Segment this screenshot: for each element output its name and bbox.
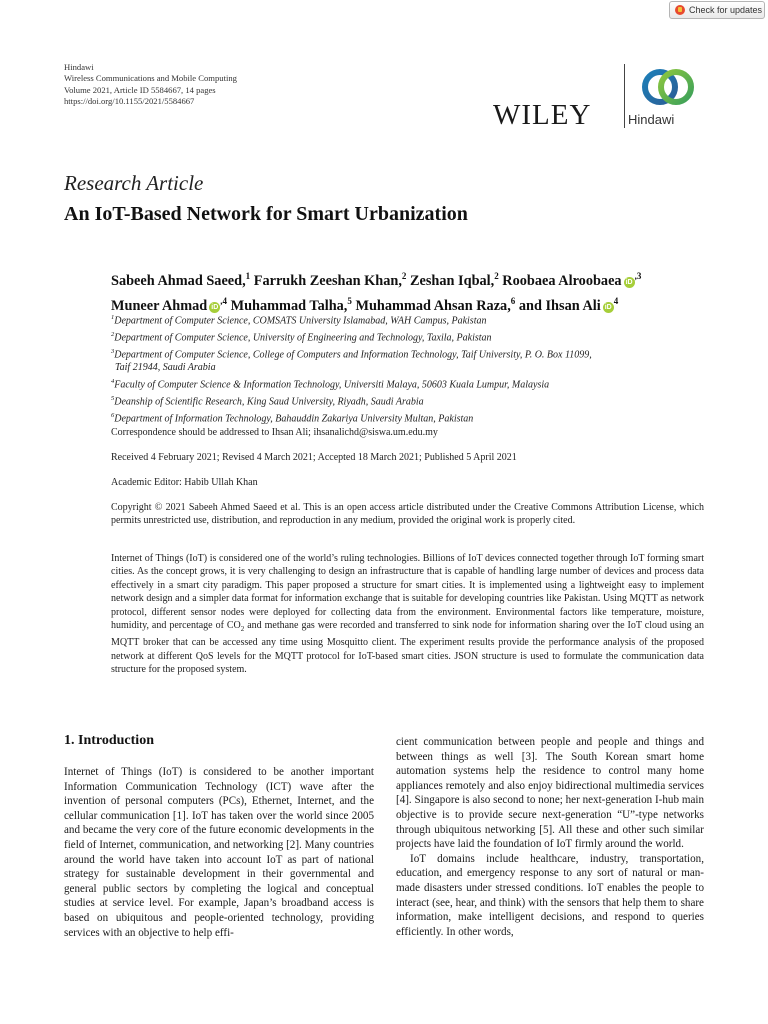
correspondence: Correspondence should be addressed to Ihsan Ali; ihsanalichd@siswa.um.edu.my bbox=[111, 427, 438, 438]
journal-name: Wireless Communications and Mobile Computing bbox=[64, 73, 237, 84]
author-name[interactable]: Roobaea Alroobaea bbox=[502, 272, 622, 289]
article-title: An IoT-Based Network for Smart Urbanization bbox=[64, 203, 468, 225]
author-name[interactable]: Muneer Ahmad bbox=[111, 297, 208, 314]
body-column-left bbox=[64, 765, 374, 940]
logo-divider bbox=[624, 64, 625, 128]
affiliation-item: $^2$Department of Computer Science, University of Engineering and Technology, Taxila, Pakistan bbox=[111, 330, 492, 344]
publisher-name: Hindawi bbox=[64, 62, 94, 72]
affiliation-item: $^3$Department of Computer Science, College of Computers and Information Technology, Taif University, P. O. Box 11099, bbox=[111, 347, 592, 360]
author-name[interactable]: and Ihsan Ali bbox=[518, 297, 601, 314]
author-line-1: Sabeeh Ahmad Saeed,$^1$ Farrukh Zeeshan Khan,$^2$ Zeshan Iqbal,$^2$ Roobaea Alroobaea $iD^{,3}$ bbox=[111, 271, 642, 289]
crossmark-icon bbox=[675, 5, 685, 15]
orcid-icon[interactable]: iD bbox=[604, 303, 612, 311]
affiliation-item: $^5$Deanship of Scientific Research, King Saud University, Riyadh, Saudi Arabia bbox=[111, 394, 424, 408]
affiliation-continuation: Taif 21944, Saudi Arabia bbox=[115, 362, 216, 374]
affiliations bbox=[111, 311, 592, 425]
author-list bbox=[111, 266, 641, 316]
doi-link[interactable]: https://doi.org/10.1155/2021/5584667 bbox=[64, 95, 195, 106]
paragraph: IoT domains include healthcare, industry, transportation, education, and emergency response to any sort of natural or man-made disasters under stressed conditions. IoT enables the people to interact (see, hear, and think) with the sensors that help them to share information, make intelligent decisions, and respond to queries efficiently. In other words, bbox=[396, 852, 704, 938]
author-name[interactable]: Muhammad Ahsan Raza, bbox=[355, 297, 511, 314]
copyright-notice: Copyright © 2021 Sabeeh Ahmed Saeed et al. This is an open access article distributed under the Creative Commons Attribution License, which permits unrestricted use, distribution, and reproduction in any medium, provided the original work is properly cited. bbox=[111, 502, 704, 527]
paragraph: Internet of Things (IoT) is considered to be another important Information Communication Technology (ICT) wave after the invention of personal computers (PCs), Ethernet, Internet, and the cellular communication [1]. IoT has taken over the world since 2005 and became the very core of the future economic developments in the field of Internet, communication, and networking [2]. Many countries around the world have taken into account IoT as part of national strategy for sustainable development in their governmental and general public sectors by completing the logical and conceptual studies at service level. For example, Japan’s broadband access is based on ubiquitous and people-oriented technology, providing services with an objective to help effi- bbox=[64, 766, 374, 939]
author-name[interactable]: Sabeeh Ahmad Saeed, bbox=[111, 272, 246, 289]
orcid-icon[interactable]: iD bbox=[211, 303, 219, 311]
hindawi-logo-icon bbox=[638, 64, 700, 110]
affiliation-item: $^6$Department of Information Technology, Bahauddin Zakariya University Multan, Pakistan bbox=[111, 411, 474, 424]
volume-info: Volume 2021, Article ID 5584667, 14 pages bbox=[64, 84, 216, 95]
author-line-2: Muneer Ahmad $iD^{,4}$ Muhammad Talha,$^5$ Muhammad Ahsan Raza,$^6$ and Ihsan Ali $iD^4$ bbox=[111, 295, 619, 314]
affiliation-item: $^1$Department of Computer Science, COMSATS University Islamabad, WAH Campus, Pakistan bbox=[111, 314, 487, 327]
affiliation-item: $^4$Faculty of Computer Science & Information Technology, Universiti Malaya, 50603 Kuala Lumpur, Malaysia bbox=[111, 377, 550, 391]
section-heading-introduction: 1. Introduction bbox=[64, 733, 154, 748]
orcid-icon[interactable]: iD bbox=[625, 278, 633, 286]
author-name[interactable]: Farrukh Zeeshan Khan, bbox=[253, 272, 402, 289]
academic-editor: Academic Editor: Habib Ullah Khan bbox=[111, 477, 258, 488]
check-for-updates-label: Check for updates bbox=[689, 5, 763, 15]
body-column-right bbox=[396, 735, 704, 939]
journal-meta bbox=[64, 62, 237, 107]
publication-dates: Received 4 February 2021; Revised 4 March 2021; Accepted 18 March 2021; Published 5 April 2021 bbox=[111, 452, 517, 463]
author-name[interactable]: Zeshan Iqbal, bbox=[409, 272, 495, 289]
article-type: Research Article bbox=[64, 171, 204, 195]
abstract: Internet of Things (IoT) is considered one of the world’s ruling technologies. Billions of IoT devices connected together through IoT forming smart cities. As the concept grows, it is very challenging to design an infrastructure that is capable of handling large number of devices and process data effectively in a smart city paradigm. This paper proposed a structure for smart cities. It is implemented using a lightweight easy to implement network design and a simpler data format for information exchange that is suitable for developing countries like Pakistan. Using MQTT as network protocol, different sensor nodes were deployed for collecting data from the environment. Environmental factors like temperature, moisture, humidity, and percentage of $CO_2$ and methane gas were recorded and transferred to sink node for information sharing over the IoT cloud using an MQTT broker that can be accessed any time using Mosquitto client. The experiment results provide the performance analysis of the proposed network at different QoS levels for the MQTT protocol for IoT-based smart cities. JSON structure is used to formulate the communication data structure for the proposed system. bbox=[111, 553, 704, 676]
wiley-logo: WILEY bbox=[493, 99, 592, 131]
paragraph: cient communication between people and people and things and between things as well [3]. The South Korean smart home automation systems help the residence to control many home appliances remotely and also enjoy bidirectional multimedia services [4]. Singapore is also second to none; her next-generation I-hub main objective is to provide secure next-generation “U”-type networks through ubiquitous networking [5]. All these and other such similar projects have laid the foundation of IoT firmly around the world. bbox=[396, 736, 704, 851]
author-name[interactable]: Muhammad Talha, bbox=[230, 297, 348, 314]
hindawi-brand-text: Hindawi bbox=[628, 112, 675, 127]
check-for-updates-button[interactable] bbox=[669, 1, 765, 19]
